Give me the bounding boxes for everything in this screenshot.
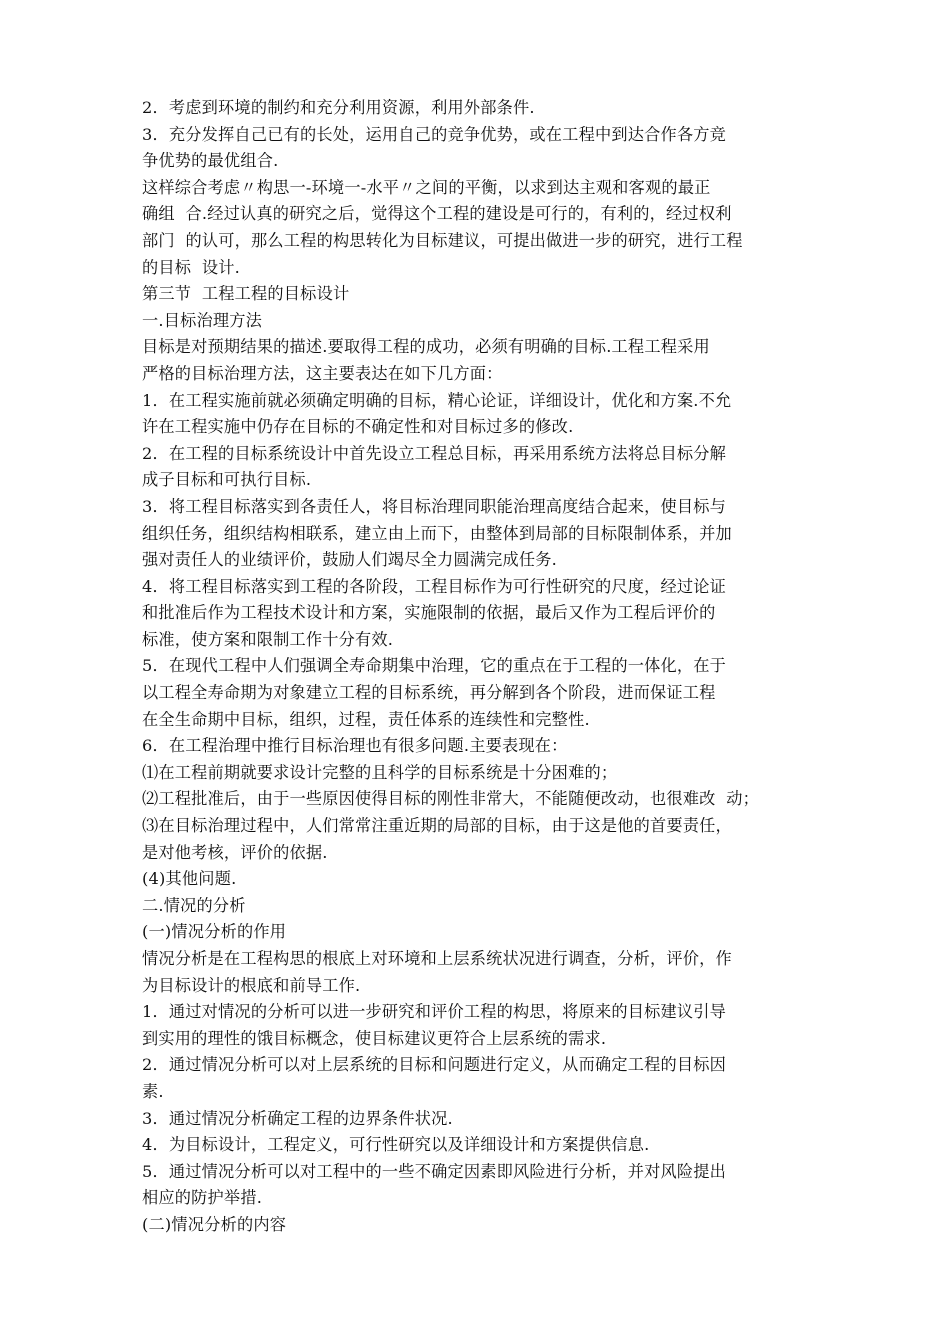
text-line: 这样综合考虑〃构思一-环境一-水平〃之间的平衡，以求到达主观和客观的最正 bbox=[142, 177, 711, 197]
text-line: ⑶在目标治理过程中，人们常常注重近期的局部的目标，由于这是他的首要责任， bbox=[142, 816, 732, 836]
text-line: 组织任务，组织结构相联系，建立由上而下，由整体到局部的目标限制体系，并加 bbox=[142, 523, 732, 543]
text-line: 到实用的理性的饿目标概念，使目标建议更符合上层系统的需求. bbox=[142, 1028, 607, 1048]
text-line: 强对责任人的业绩评价，鼓励人们竭尽全力圆满完成任务. bbox=[142, 550, 558, 570]
text-line: 情况分析是在工程构思的根底上对环境和上层系统状况进行调查，分析，评价，作 bbox=[142, 949, 732, 968]
text-line: 6．在工程治理中推行目标治理也有很多问题.主要表现在： bbox=[142, 736, 568, 756]
text-line: 是对他考核，评价的依据. bbox=[142, 842, 328, 862]
text-line: 3．通过情况分析确定工程的边界条件状况. bbox=[142, 1108, 453, 1128]
text-line: 5．在现代工程中人们强调全寿命期集中治理，它的重点在于工程的一体化，在于 bbox=[142, 656, 727, 676]
text-line: (4)其他问题. bbox=[142, 869, 237, 889]
text-line: 素. bbox=[142, 1081, 164, 1101]
text-line: 相应的防护举措. bbox=[142, 1188, 263, 1208]
subsection-heading: (二)情况分析的内容 bbox=[142, 1214, 287, 1234]
subsection-heading: 一.目标治理方法 bbox=[142, 310, 263, 330]
text-line: 4．为目标设计，工程定义，可行性研究以及详细设计和方案提供信息. bbox=[142, 1135, 650, 1155]
text-line: ⑴在工程前期就要求设计完整的且科学的目标系统是十分困难的； bbox=[142, 762, 618, 782]
text-line: 目标是对预期结果的描述.要取得工程的成功，必须有明确的目标.工程工程采用 bbox=[142, 337, 710, 357]
text-line: 1．通过对情况的分析可以进一步研究和评价工程的构思，将原来的目标建议引导 bbox=[142, 1002, 727, 1022]
text-line: 为目标设计的根底和前导工作. bbox=[142, 975, 361, 995]
text-line: 以工程全寿命期为对象建立工程的目标系统，再分解到各个阶段，进而保证工程 bbox=[142, 683, 716, 703]
document-page bbox=[142, 95, 832, 1239]
text-line: 和批准后作为工程技术设计和方案，实施限制的依据，最后又作为工程后评价的 bbox=[142, 603, 716, 623]
section-heading: 第三节 工程工程的目标设计 bbox=[142, 284, 350, 304]
text-line: 2．在工程的目标系统设计中首先设立工程总目标，再采用系统方法将总目标分解 bbox=[142, 443, 727, 463]
text-line: 2．通过情况分析可以对上层系统的目标和问题进行定义，从而确定工程的目标因 bbox=[142, 1055, 727, 1075]
text-line: 确组 合.经过认真的研究之后，觉得这个工程的建设是可行的，有利的，经过权利 bbox=[142, 204, 732, 224]
text-line: 争优势的最优组合. bbox=[142, 151, 279, 171]
subsection-heading: (一)情况分析的作用 bbox=[142, 922, 287, 942]
text-line: 标准，使方案和限制工作十分有效. bbox=[142, 629, 394, 649]
text-line: 成子目标和可执行目标. bbox=[142, 470, 312, 490]
text-line: 1．在工程实施前就必须确定明确的目标，精心论证，详细设计，优化和方案.不允 bbox=[142, 390, 732, 410]
text-line: 许在工程实施中仍存在目标的不确定性和对目标过多的修改. bbox=[142, 417, 574, 437]
subsection-heading: 二.情况的分析 bbox=[142, 895, 246, 915]
text-line: 在全生命期中目标，组织，过程，责任体系的连续性和完整性. bbox=[142, 709, 590, 729]
text-line: 4．将工程目标落实到工程的各阶段，工程目标作为可行性研究的尺度，经过论证 bbox=[142, 576, 727, 596]
text-line: 3．将工程目标落实到各责任人，将目标治理同职能治理高度结合起来，使目标与 bbox=[142, 496, 727, 516]
text-line: 的目标 设计. bbox=[142, 257, 240, 277]
text-line: 2．考虑到环境的制约和充分利用资源，利用外部条件. bbox=[142, 98, 535, 117]
text-line: ⑵工程批准后，由于一些原因使得目标的刚性非常大，不能随便改动，也很难改 动； bbox=[142, 789, 760, 809]
text-line: 严格的目标治理方法，这主要表达在如下几方面： bbox=[142, 363, 503, 383]
text-line: 部门 的认可，那么工程的构思转化为目标建议，可提出做进一步的研究，进行工程 bbox=[142, 230, 743, 250]
text-line: 3．充分发挥自己已有的长处，运用自己的竞争优势，或在工程中到达合作各方竞 bbox=[142, 124, 727, 144]
text-line: 5．通过情况分析可以对工程中的一些不确定因素即风险进行分析，并对风险提出 bbox=[142, 1161, 727, 1181]
